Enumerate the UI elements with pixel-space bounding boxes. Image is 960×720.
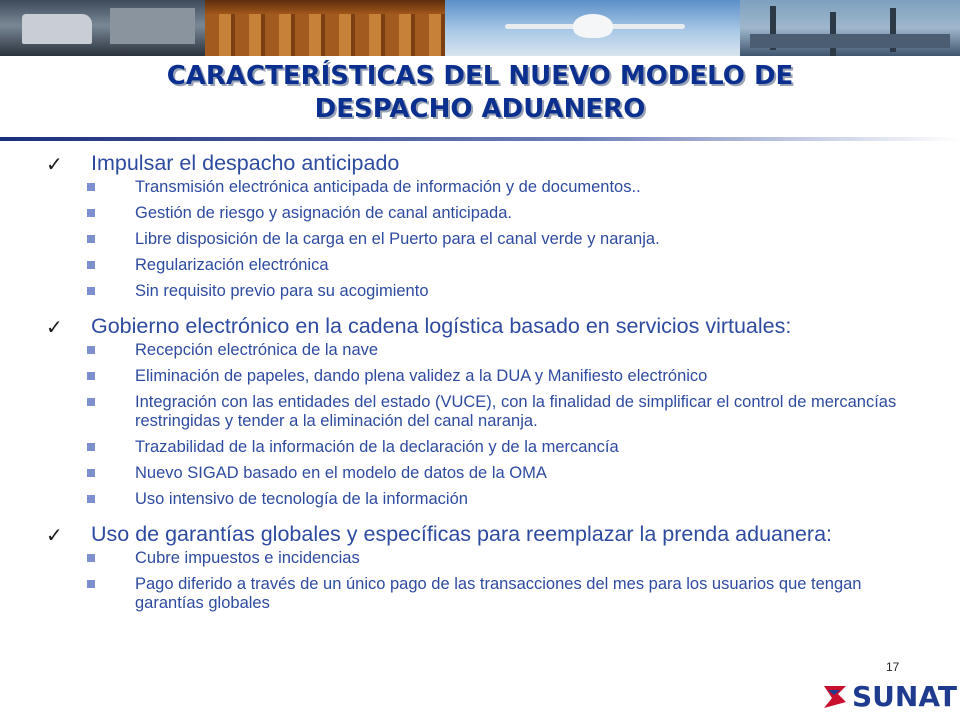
sub-point [0,282,960,301]
sub-point [0,178,960,197]
square-bullet-icon [87,372,95,380]
sub-point [0,256,960,275]
sub-point-text: Regularización electrónica [135,256,329,274]
main-point [0,152,960,174]
square-bullet-icon [87,209,95,217]
main-point-text: Gobierno electrónico en la cadena logística basado en servicios virtuales: [91,314,792,338]
slide-title-line-2: DESPACHO ADUANERO [314,94,646,124]
sub-point-list [0,341,960,509]
checkmark-icon: ✓ [46,315,63,339]
sub-point-list [0,549,960,613]
sub-point-text: Eliminación de papeles, dando plena validez a la DUA y Manifiesto electrónico [135,367,708,385]
sub-point-list [0,178,960,301]
sub-point [0,464,960,483]
sub-point-text: Gestión de riesgo y asignación de canal anticipada. [135,204,512,222]
sub-point-text: Cubre impuestos e incidencias [135,549,360,567]
sub-point-text: Transmisión electrónica anticipada de información y de documentos.. [135,178,641,196]
banner-port-photo [740,0,960,56]
sub-point-text: Sin requisito previo para su acogimiento [135,282,429,300]
sub-point-text: Uso intensivo de tecnología de la información [135,490,468,508]
section-despacho-anticipado [0,152,960,301]
banner-airplane-photo [445,0,740,56]
sub-point-text: Pago diferido a través de un único pago de las transacciones del mes para los usuarios que tengan garantías globales [135,575,862,612]
square-bullet-icon [87,580,95,588]
square-bullet-icon [87,443,95,451]
square-bullet-icon [87,183,95,191]
square-bullet-icon [87,235,95,243]
sunat-logo-mark-icon [818,680,852,714]
square-bullet-icon [87,287,95,295]
sub-point [0,204,960,223]
sub-point [0,438,960,457]
page-number: 17 [886,660,900,674]
sub-point [0,575,960,613]
section-gobierno-electronico [0,315,960,509]
square-bullet-icon [87,261,95,269]
banner-truck-photo [0,0,205,56]
square-bullet-icon [87,346,95,354]
section-garantias [0,523,960,613]
slide-title-line-1: CARACTERÍSTICAS DEL NUEVO MODELO DE [166,61,794,91]
sunat-logo-text: SUNAT [852,680,957,713]
sub-point [0,549,960,568]
square-bullet-icon [87,398,95,406]
sunat-logo [818,678,960,716]
square-bullet-icon [87,495,95,503]
sub-point [0,490,960,509]
banner-warehouse-photo [205,0,445,56]
main-point-text: Impulsar el despacho anticipado [91,151,400,175]
slide-title [0,60,960,126]
main-point [0,523,960,545]
checkmark-icon: ✓ [46,152,63,176]
title-divider [0,137,960,141]
sub-point-text: Recepción electrónica de la nave [135,341,379,359]
sub-point-text: Trazabilidad de la información de la declaración y de la mercancía [135,438,619,456]
sub-point [0,393,960,431]
main-point [0,315,960,337]
header-photo-banner [0,0,960,56]
sub-point-text: Nuevo SIGAD basado en el modelo de datos de la OMA [135,464,547,482]
sub-point-text: Libre disposición de la carga en el Puerto para el canal verde y naranja. [135,230,660,248]
checkmark-icon: ✓ [46,523,63,547]
sub-point-text: Integración con las entidades del estado (VUCE), con la finalidad de simplificar el control de mercancías restringidas y tender a la eliminación del canal naranja. [135,393,897,430]
square-bullet-icon [87,469,95,477]
sub-point [0,230,960,249]
square-bullet-icon [87,554,95,562]
slide-content [0,152,960,627]
sub-point [0,341,960,360]
main-point-text: Uso de garantías globales y específicas para reemplazar la prenda aduanera: [91,522,833,546]
sub-point [0,367,960,386]
